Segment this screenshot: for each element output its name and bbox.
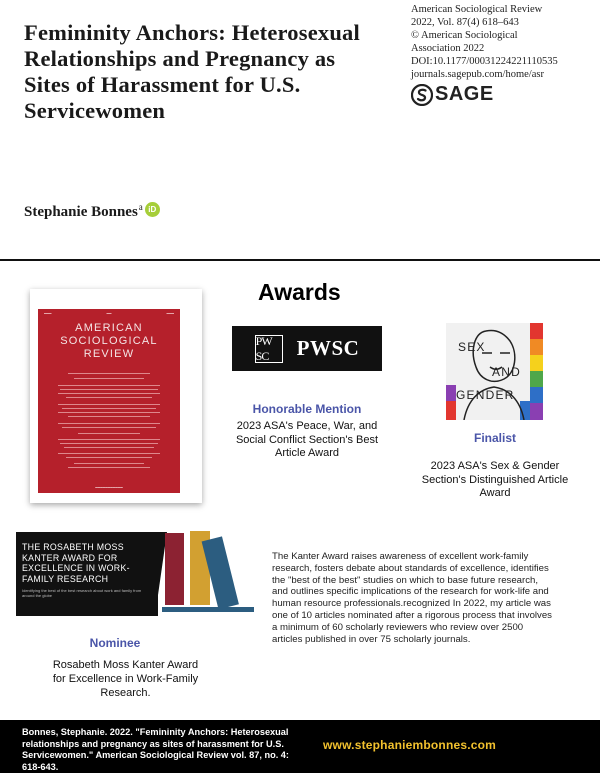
cover-text-line	[74, 463, 144, 464]
cover-text-line	[68, 416, 150, 417]
cover-header: ▬▬▬ ▬▬ ▬▬▬	[44, 312, 174, 315]
sex-gender-logo	[446, 323, 543, 420]
kanter-banner	[16, 532, 158, 616]
citation-line: 2022, Vol. 87(4) 618–643	[411, 17, 519, 28]
journal-citation	[411, 3, 596, 81]
sage-wordmark: SAGE	[435, 83, 494, 105]
kanter-award-status: Nominee	[89, 636, 141, 650]
article-title: Femininity Anchors: Heterosexual Relationships and Pregnancy as Sites of Harassment for U.S. Servicewomen	[24, 20, 360, 123]
cover-text-line	[74, 378, 144, 379]
cover-title-line: REVIEW	[83, 348, 135, 360]
sex-gender-award-description: 2023 ASA's Sex & Gender Section's Distinguished Article Award	[421, 460, 569, 499]
author-name: Stephanie Bonnes	[24, 204, 138, 220]
sex-gender-award-status: Finalist	[473, 431, 516, 445]
cover-text-line	[58, 393, 160, 394]
cover-text-line	[58, 439, 160, 440]
citation-line: Association 2022	[411, 43, 485, 54]
orcid-icon[interactable]: iD	[145, 202, 160, 217]
awards-heading: Awards	[258, 279, 341, 305]
pwsc-logo	[232, 326, 382, 371]
cover-text-line	[62, 408, 156, 409]
cover-text-line	[58, 404, 160, 405]
citation-line: DOI:10.1177/00031224221110535	[411, 56, 558, 67]
cover-footer: ▬▬▬▬▬▬▬▬▬▬▬	[95, 486, 123, 489]
sage-logo	[411, 83, 494, 106]
pwsc-award-description: 2023 ASA's Peace, War, and Social Conflict Section's Best Article Award	[235, 420, 379, 459]
cover-text-line	[66, 397, 152, 398]
cover-text-line	[60, 443, 158, 444]
sage-mark-icon	[411, 84, 433, 106]
kanter-banner-title: THE ROSABETH MOSS KANTER AWARD FOR EXCELLENCE IN WORK-FAMILY RESEARCH	[22, 542, 130, 584]
books-icon	[160, 528, 260, 618]
kanter-banner-subtitle: Identifying the best of the best research about work and family from around the globe	[22, 588, 142, 598]
citation-line: American Sociological Review	[411, 4, 543, 15]
website-link[interactable]: www.stephaniembonnes.com	[323, 738, 497, 752]
cover-title	[38, 322, 180, 361]
pwsc-logo-text: PWSC	[296, 336, 360, 360]
kanter-award-description: Rosabeth Moss Kanter Award for Excellence in Work-Family Research.	[52, 659, 199, 699]
cover-text-line	[66, 457, 152, 458]
cover-text-line	[68, 373, 150, 374]
section-divider	[0, 259, 600, 261]
author-line	[24, 204, 160, 221]
cover-text-line	[58, 385, 160, 386]
sex-gender-word: SEX	[458, 340, 486, 354]
sex-gender-word: AND	[492, 365, 521, 379]
journal-cover-image	[30, 289, 202, 503]
pwsc-award-status: Honorable Mention	[252, 402, 362, 416]
citation-line: © American Sociological	[411, 30, 518, 41]
cover-text-line	[60, 389, 158, 390]
cover-text-line	[64, 447, 154, 448]
cover-title-line: AMERICAN	[75, 322, 143, 334]
footer	[0, 720, 600, 773]
pwsc-logo-box: PW SC	[255, 335, 283, 363]
cover-text-line	[58, 453, 160, 454]
cover-text-line	[58, 412, 160, 413]
affiliation-mark: a	[138, 202, 143, 212]
cover-title-line: SOCIOLOGICAL	[60, 335, 158, 347]
cover-text-line	[78, 433, 140, 434]
kanter-award-paragraph: The Kanter Award raises awareness of excellent work-family research, fosters debate about standards of excellence, identifies the "best of the best" studies on which to base future research, and outlines specific implications of the research for work-life and human resource professionals.recognized In 2022, my article was one of 10 articles nominated after a rigorous process that involves a minimum of 60 scholarly reviewers who review over 2500 articles published in over 75 scholarly journals.	[272, 551, 552, 645]
journal-cover	[38, 309, 180, 493]
cover-text-line	[62, 427, 156, 428]
cover-text-line	[58, 423, 160, 424]
footer-citation: Bonnes, Stephanie. 2022. "Femininity Anchors: Heterosexual relationships and pregnancy as sites of harassment for U.S. Servicewomen." American Sociological Review vol. 87, no. 4: 618-643.	[22, 727, 289, 772]
sex-gender-word: GENDER	[456, 388, 515, 402]
cover-text-line	[68, 467, 150, 468]
citation-line[interactable]: journals.sagepub.com/home/asr	[411, 69, 544, 80]
